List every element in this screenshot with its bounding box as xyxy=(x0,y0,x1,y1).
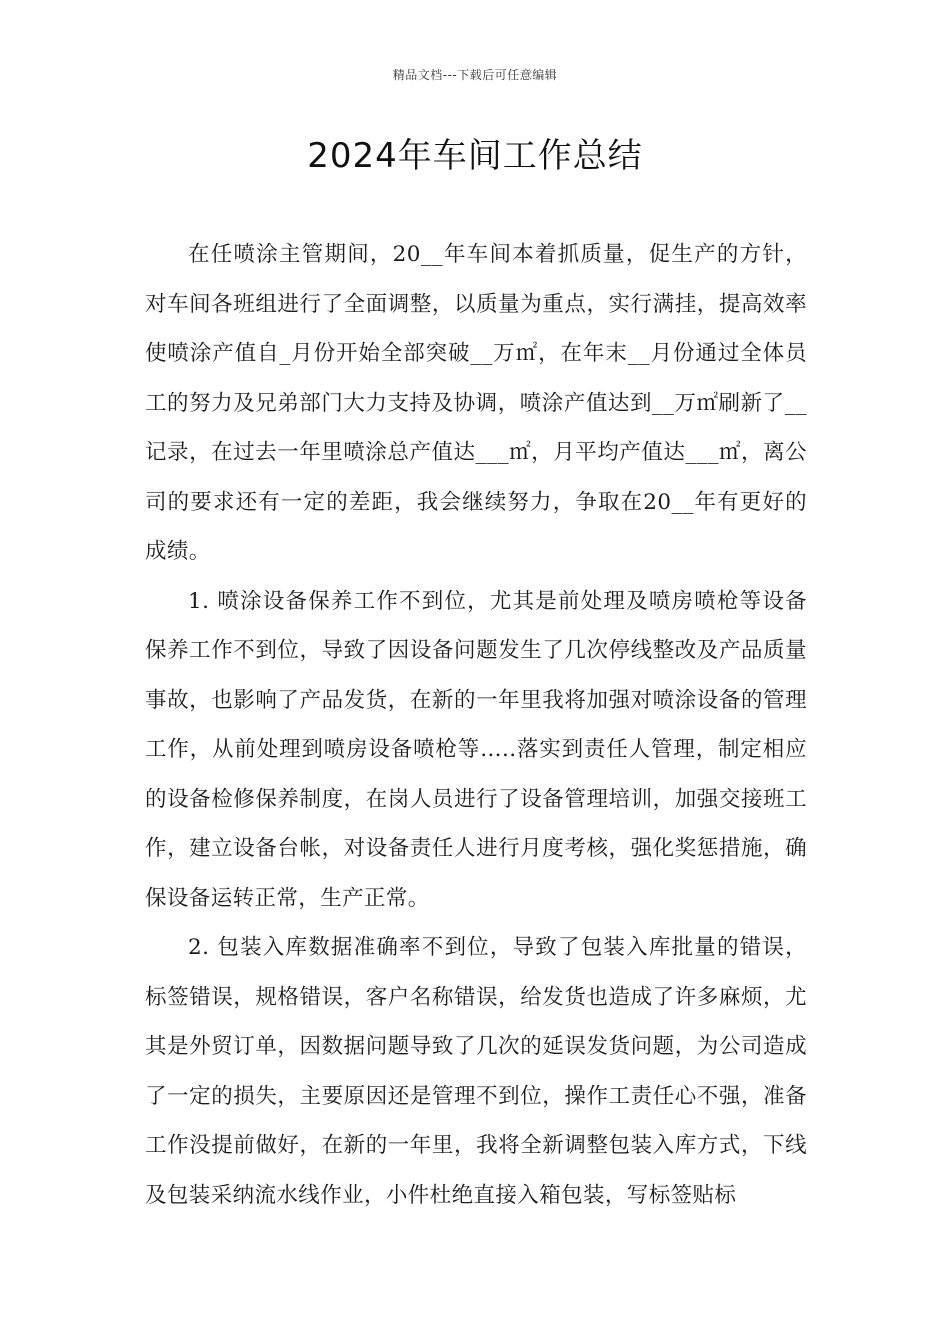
page-title: 2024年车间工作总结 xyxy=(307,136,643,176)
paragraph-item-2: 2. 包装入库数据准确率不到位，导致了包装入库批量的错误，标签错误，规格错误，客户名称错误，给发货也造成了许多麻烦，尤其是外贸订单，因数据问题导致了几次的延误发货问题，为公司造成了一定的损失，主要原因还是管理不到位，操作工责任心不强，准备工作没提前做好，在新的一年里，我将全新调整包装入库方式，下线及包装采纳流水线作业，小件杜绝直接入箱包装，写标签贴标 xyxy=(145,935,807,1208)
header-note: 精品文档---下载后可任意编辑 xyxy=(392,68,558,82)
document-body xyxy=(145,230,807,1220)
paragraph-intro: 在任喷涂主管期间，20__年车间本着抓质量，促生产的方针，对车间各班组进行了全面调整，以质量为重点，实行满挂，提高效率使喷涂产值自_月份开始全部突破__万㎡，在年末__月份通过全体员工的努力及兄弟部门大力支持及协调，喷涂产值达到__万㎡刷新了__记录，在过去一年里喷涂总产值达___㎡，月平均产值达___㎡，离公司的要求还有一定的差距，我会继续努力，争取在20__年有更好的成绩。 xyxy=(145,242,807,564)
paragraph-item-1: 1. 喷涂设备保养工作不到位，尤其是前处理及喷房喷枪等设备保养工作不到位，导致了因设备问题发生了几次停线整改及产品质量事故，也影响了产品发货，在新的一年里我将加强对喷涂设备的管理工作，从前处理到喷房设备喷枪等…..落实到责任人管理，制定相应的设备检修保养制度，在岗人员进行了设备管理培训，加强交接班工作，建立设备台帐，对设备责任人进行月度考核，强化奖惩措施，确保设备运转正常，生产正常。 xyxy=(145,588,807,911)
